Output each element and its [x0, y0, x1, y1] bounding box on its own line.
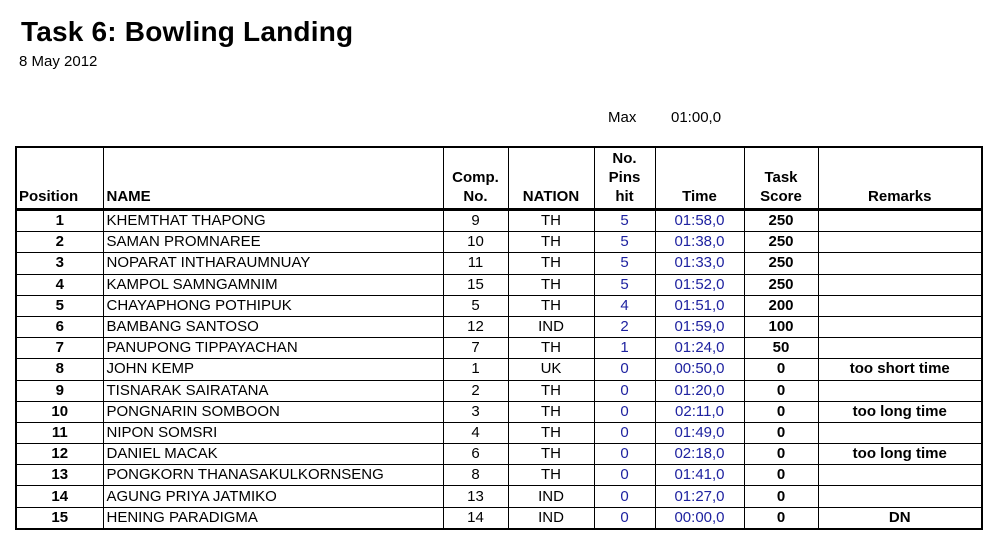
position-cell: 15 [16, 507, 103, 529]
header-comp-no-line1: Comp. [452, 169, 499, 186]
nation-cell: TH [508, 295, 594, 316]
time-cell: 00:00,0 [655, 507, 744, 529]
pins-hit-cell: 2 [594, 316, 655, 337]
task-score-cell: 100 [744, 316, 818, 337]
header-comp-no-line2: No. [463, 188, 488, 205]
header-nation: NATION [508, 147, 594, 210]
name-cell: KAMPOL SAMNGAMNIM [103, 274, 443, 295]
nation-cell: TH [508, 444, 594, 465]
nation-cell: TH [508, 422, 594, 443]
comp-no-cell: 15 [443, 274, 508, 295]
name-cell: PONGKORN THANASAKULKORNSENG [103, 465, 443, 486]
name-cell: NOPARAT INTHARAUMNUAY [103, 253, 443, 274]
task-score-cell: 50 [744, 338, 818, 359]
nation-cell: IND [508, 486, 594, 507]
comp-no-cell: 7 [443, 338, 508, 359]
time-cell: 01:33,0 [655, 253, 744, 274]
task-score-cell: 250 [744, 274, 818, 295]
name-cell: BAMBANG SANTOSO [103, 316, 443, 337]
position-cell: 2 [16, 232, 103, 253]
name-cell: TISNARAK SAIRATANA [103, 380, 443, 401]
position-cell: 11 [16, 422, 103, 443]
nation-cell: IND [508, 316, 594, 337]
remarks-cell [818, 338, 982, 359]
pins-hit-cell: 0 [594, 444, 655, 465]
comp-no-cell: 3 [443, 401, 508, 422]
task-score-cell: 0 [744, 486, 818, 507]
time-cell: 01:27,0 [655, 486, 744, 507]
name-cell: KHEMTHAT THAPONG [103, 210, 443, 232]
remarks-cell [818, 380, 982, 401]
task-score-cell: 200 [744, 295, 818, 316]
position-cell: 4 [16, 274, 103, 295]
remarks-cell [818, 422, 982, 443]
task-score-cell: 0 [744, 422, 818, 443]
header-name: NAME [103, 147, 443, 210]
comp-no-cell: 2 [443, 380, 508, 401]
header-position: Position [16, 147, 103, 210]
nation-cell: UK [508, 359, 594, 380]
header-remarks: Remarks [818, 147, 982, 210]
results-table [15, 146, 983, 530]
comp-no-cell: 12 [443, 316, 508, 337]
header-row [16, 147, 982, 210]
table-row [16, 295, 982, 316]
table-row [16, 401, 982, 422]
remarks-cell [818, 295, 982, 316]
name-cell: NIPON SOMSRI [103, 422, 443, 443]
position-cell: 6 [16, 316, 103, 337]
nation-cell: TH [508, 380, 594, 401]
pins-hit-cell: 5 [594, 253, 655, 274]
table-row [16, 465, 982, 486]
position-cell: 1 [16, 210, 103, 232]
remarks-cell [818, 253, 982, 274]
task-score-cell: 0 [744, 444, 818, 465]
time-cell: 02:11,0 [655, 401, 744, 422]
task-score-cell: 250 [744, 232, 818, 253]
nation-cell: TH [508, 210, 594, 232]
position-cell: 5 [16, 295, 103, 316]
table-row [16, 274, 982, 295]
name-cell: PONGNARIN SOMBOON [103, 401, 443, 422]
time-cell: 01:51,0 [655, 295, 744, 316]
table-row [16, 338, 982, 359]
table-row [16, 380, 982, 401]
pins-hit-cell: 5 [594, 274, 655, 295]
header-pins-line1: No. [612, 149, 637, 167]
max-label: Max [608, 109, 637, 126]
pins-hit-cell: 0 [594, 422, 655, 443]
remarks-cell [818, 210, 982, 232]
remarks-cell: DN [818, 507, 982, 529]
remarks-cell [818, 465, 982, 486]
position-cell: 10 [16, 401, 103, 422]
task-score-cell: 0 [744, 359, 818, 380]
comp-no-cell: 6 [443, 444, 508, 465]
nation-cell: TH [508, 338, 594, 359]
header-score-line1: Task [764, 169, 798, 186]
event-date: 8 May 2012 [19, 53, 98, 70]
position-cell: 13 [16, 465, 103, 486]
table-row [16, 210, 982, 232]
pins-hit-cell: 0 [594, 507, 655, 529]
name-cell: SAMAN PROMNAREE [103, 232, 443, 253]
pins-hit-cell: 1 [594, 338, 655, 359]
nation-cell: TH [508, 465, 594, 486]
task-score-cell: 250 [744, 253, 818, 274]
header-time: Time [655, 147, 744, 210]
nation-cell: IND [508, 507, 594, 529]
header-task-score [744, 147, 818, 210]
position-cell: 7 [16, 338, 103, 359]
task-score-cell: 0 [744, 465, 818, 486]
table-row [16, 486, 982, 507]
remarks-cell: too long time [818, 444, 982, 465]
time-cell: 01:24,0 [655, 338, 744, 359]
pins-hit-cell: 0 [594, 401, 655, 422]
time-cell: 01:59,0 [655, 316, 744, 337]
comp-no-cell: 10 [443, 232, 508, 253]
remarks-cell [818, 232, 982, 253]
name-cell: JOHN KEMP [103, 359, 443, 380]
comp-no-cell: 14 [443, 507, 508, 529]
position-cell: 9 [16, 380, 103, 401]
nation-cell: TH [508, 232, 594, 253]
max-value: 01:00,0 [671, 109, 722, 126]
time-cell: 01:49,0 [655, 422, 744, 443]
position-cell: 3 [16, 253, 103, 274]
nation-cell: TH [508, 401, 594, 422]
nation-cell: TH [508, 253, 594, 274]
table-row [16, 444, 982, 465]
table-row [16, 507, 982, 529]
position-cell: 8 [16, 359, 103, 380]
table-row [16, 253, 982, 274]
name-cell: AGUNG PRIYA JATMIKO [103, 486, 443, 507]
comp-no-cell: 5 [443, 295, 508, 316]
task-score-cell: 0 [744, 380, 818, 401]
table-row [16, 316, 982, 337]
task-score-cell: 0 [744, 401, 818, 422]
table-row [16, 232, 982, 253]
pins-hit-cell: 5 [594, 232, 655, 253]
pins-hit-cell: 0 [594, 486, 655, 507]
task-score-cell: 0 [744, 507, 818, 529]
header-pins-hit [594, 147, 655, 210]
comp-no-cell: 8 [443, 465, 508, 486]
remarks-cell [818, 486, 982, 507]
pins-hit-cell: 0 [594, 465, 655, 486]
time-cell: 01:20,0 [655, 380, 744, 401]
comp-no-cell: 11 [443, 253, 508, 274]
comp-no-cell: 9 [443, 210, 508, 232]
position-cell: 12 [16, 444, 103, 465]
name-cell: HENING PARADIGMA [103, 507, 443, 529]
nation-cell: TH [508, 274, 594, 295]
comp-no-cell: 13 [443, 486, 508, 507]
header-pins-line3: hit [615, 187, 634, 205]
name-cell: DANIEL MACAK [103, 444, 443, 465]
comp-no-cell: 1 [443, 359, 508, 380]
pins-hit-cell: 0 [594, 380, 655, 401]
header-pins-line2: Pins [608, 168, 641, 186]
task-score-cell: 250 [744, 210, 818, 232]
position-cell: 14 [16, 486, 103, 507]
time-cell: 01:58,0 [655, 210, 744, 232]
time-cell: 02:18,0 [655, 444, 744, 465]
page-title: Task 6: Bowling Landing [21, 16, 354, 47]
pins-hit-cell: 4 [594, 295, 655, 316]
remarks-cell: too long time [818, 401, 982, 422]
time-cell: 01:52,0 [655, 274, 744, 295]
time-cell: 01:41,0 [655, 465, 744, 486]
pins-hit-cell: 0 [594, 359, 655, 380]
header-score-line2: Score [760, 188, 802, 205]
pins-hit-cell: 5 [594, 210, 655, 232]
time-cell: 00:50,0 [655, 359, 744, 380]
name-cell: CHAYAPHONG POTHIPUK [103, 295, 443, 316]
table-row [16, 359, 982, 380]
table-row [16, 422, 982, 443]
name-cell: PANUPONG TIPPAYACHAN [103, 338, 443, 359]
results-body [16, 210, 982, 529]
comp-no-cell: 4 [443, 422, 508, 443]
time-cell: 01:38,0 [655, 232, 744, 253]
header-comp-no [443, 147, 508, 210]
remarks-cell [818, 274, 982, 295]
remarks-cell: too short time [818, 359, 982, 380]
remarks-cell [818, 316, 982, 337]
